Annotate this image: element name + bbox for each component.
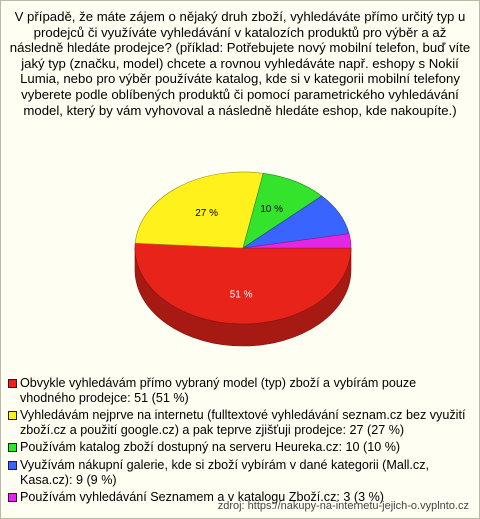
- legend-label-2: Vyhledávám nejprve na internetu (fulltextové vyhledávání seznam.cz bez využití zboží.cz a použití google.cz) a pak teprve zjišťuji prodejce: 27 (27 %): [20, 408, 466, 437]
- legend: [8, 376, 474, 508]
- legend-label-4: Využívám nákupní galerie, kde si zboží vybírám v dané kategorii (Mall.cz, Kasa.cz): 9 (9 %): [20, 457, 430, 487]
- pie-slice-label-2: 27 %: [195, 207, 218, 219]
- legend-label-1: Obvykle vyhledávám přímo vybraný model (typ) zboží a vybírám pouze vhodného prodejce: 51 (51 %): [20, 376, 417, 405]
- legend-item-2: [8, 408, 474, 437]
- pie-chart: [1, 1, 480, 371]
- legend-swatch-4: [8, 461, 17, 470]
- legend-item-1: [8, 376, 474, 405]
- legend-swatch-3: [8, 443, 17, 452]
- legend-label-5: Používám vyhledávání Seznamem a v katalogu Zboží.cz: 3 (3 %): [20, 490, 384, 505]
- legend-swatch-5: [8, 493, 17, 502]
- legend-label-3: Používám katalog zboží dostupný na serveru Heureka.cz: 10 (10 %): [20, 440, 401, 455]
- pie-slice-label-3: 10 %: [260, 204, 284, 216]
- question-title: V případě, že máte zájem o nějaký druh zboží, vyhledáváte přímo určitý typ u prodejců či využíváte vyhledávání v katalozích produktů pro výběr a až následně hledáte prodejce? (příklad: Potřebujete nový mobilní telefon, buď víte jaký typ (značku, model) chcete a rovnou vyhledáváte např. eshopy s Nokií Lumia, nebo pro výběr používáte katalog, kde si v kategorii mobilní telefony vyberete podle oblíbených produktů či pomocí parametrického vyhledávání model, který by vám vyhovoval a následně hledáte eshop, kde nakoupíte.): [9, 9, 471, 118]
- legend-swatch-1: [8, 379, 17, 388]
- legend-swatch-2: [8, 411, 17, 420]
- legend-item-4: [8, 458, 474, 487]
- source-note: zdroj: https://nakupy-na-internetu-jejich-o.vyplnto.cz: [217, 500, 469, 512]
- legend-item-3: [8, 440, 474, 455]
- pie-slice-label-1: 51 %: [229, 289, 253, 301]
